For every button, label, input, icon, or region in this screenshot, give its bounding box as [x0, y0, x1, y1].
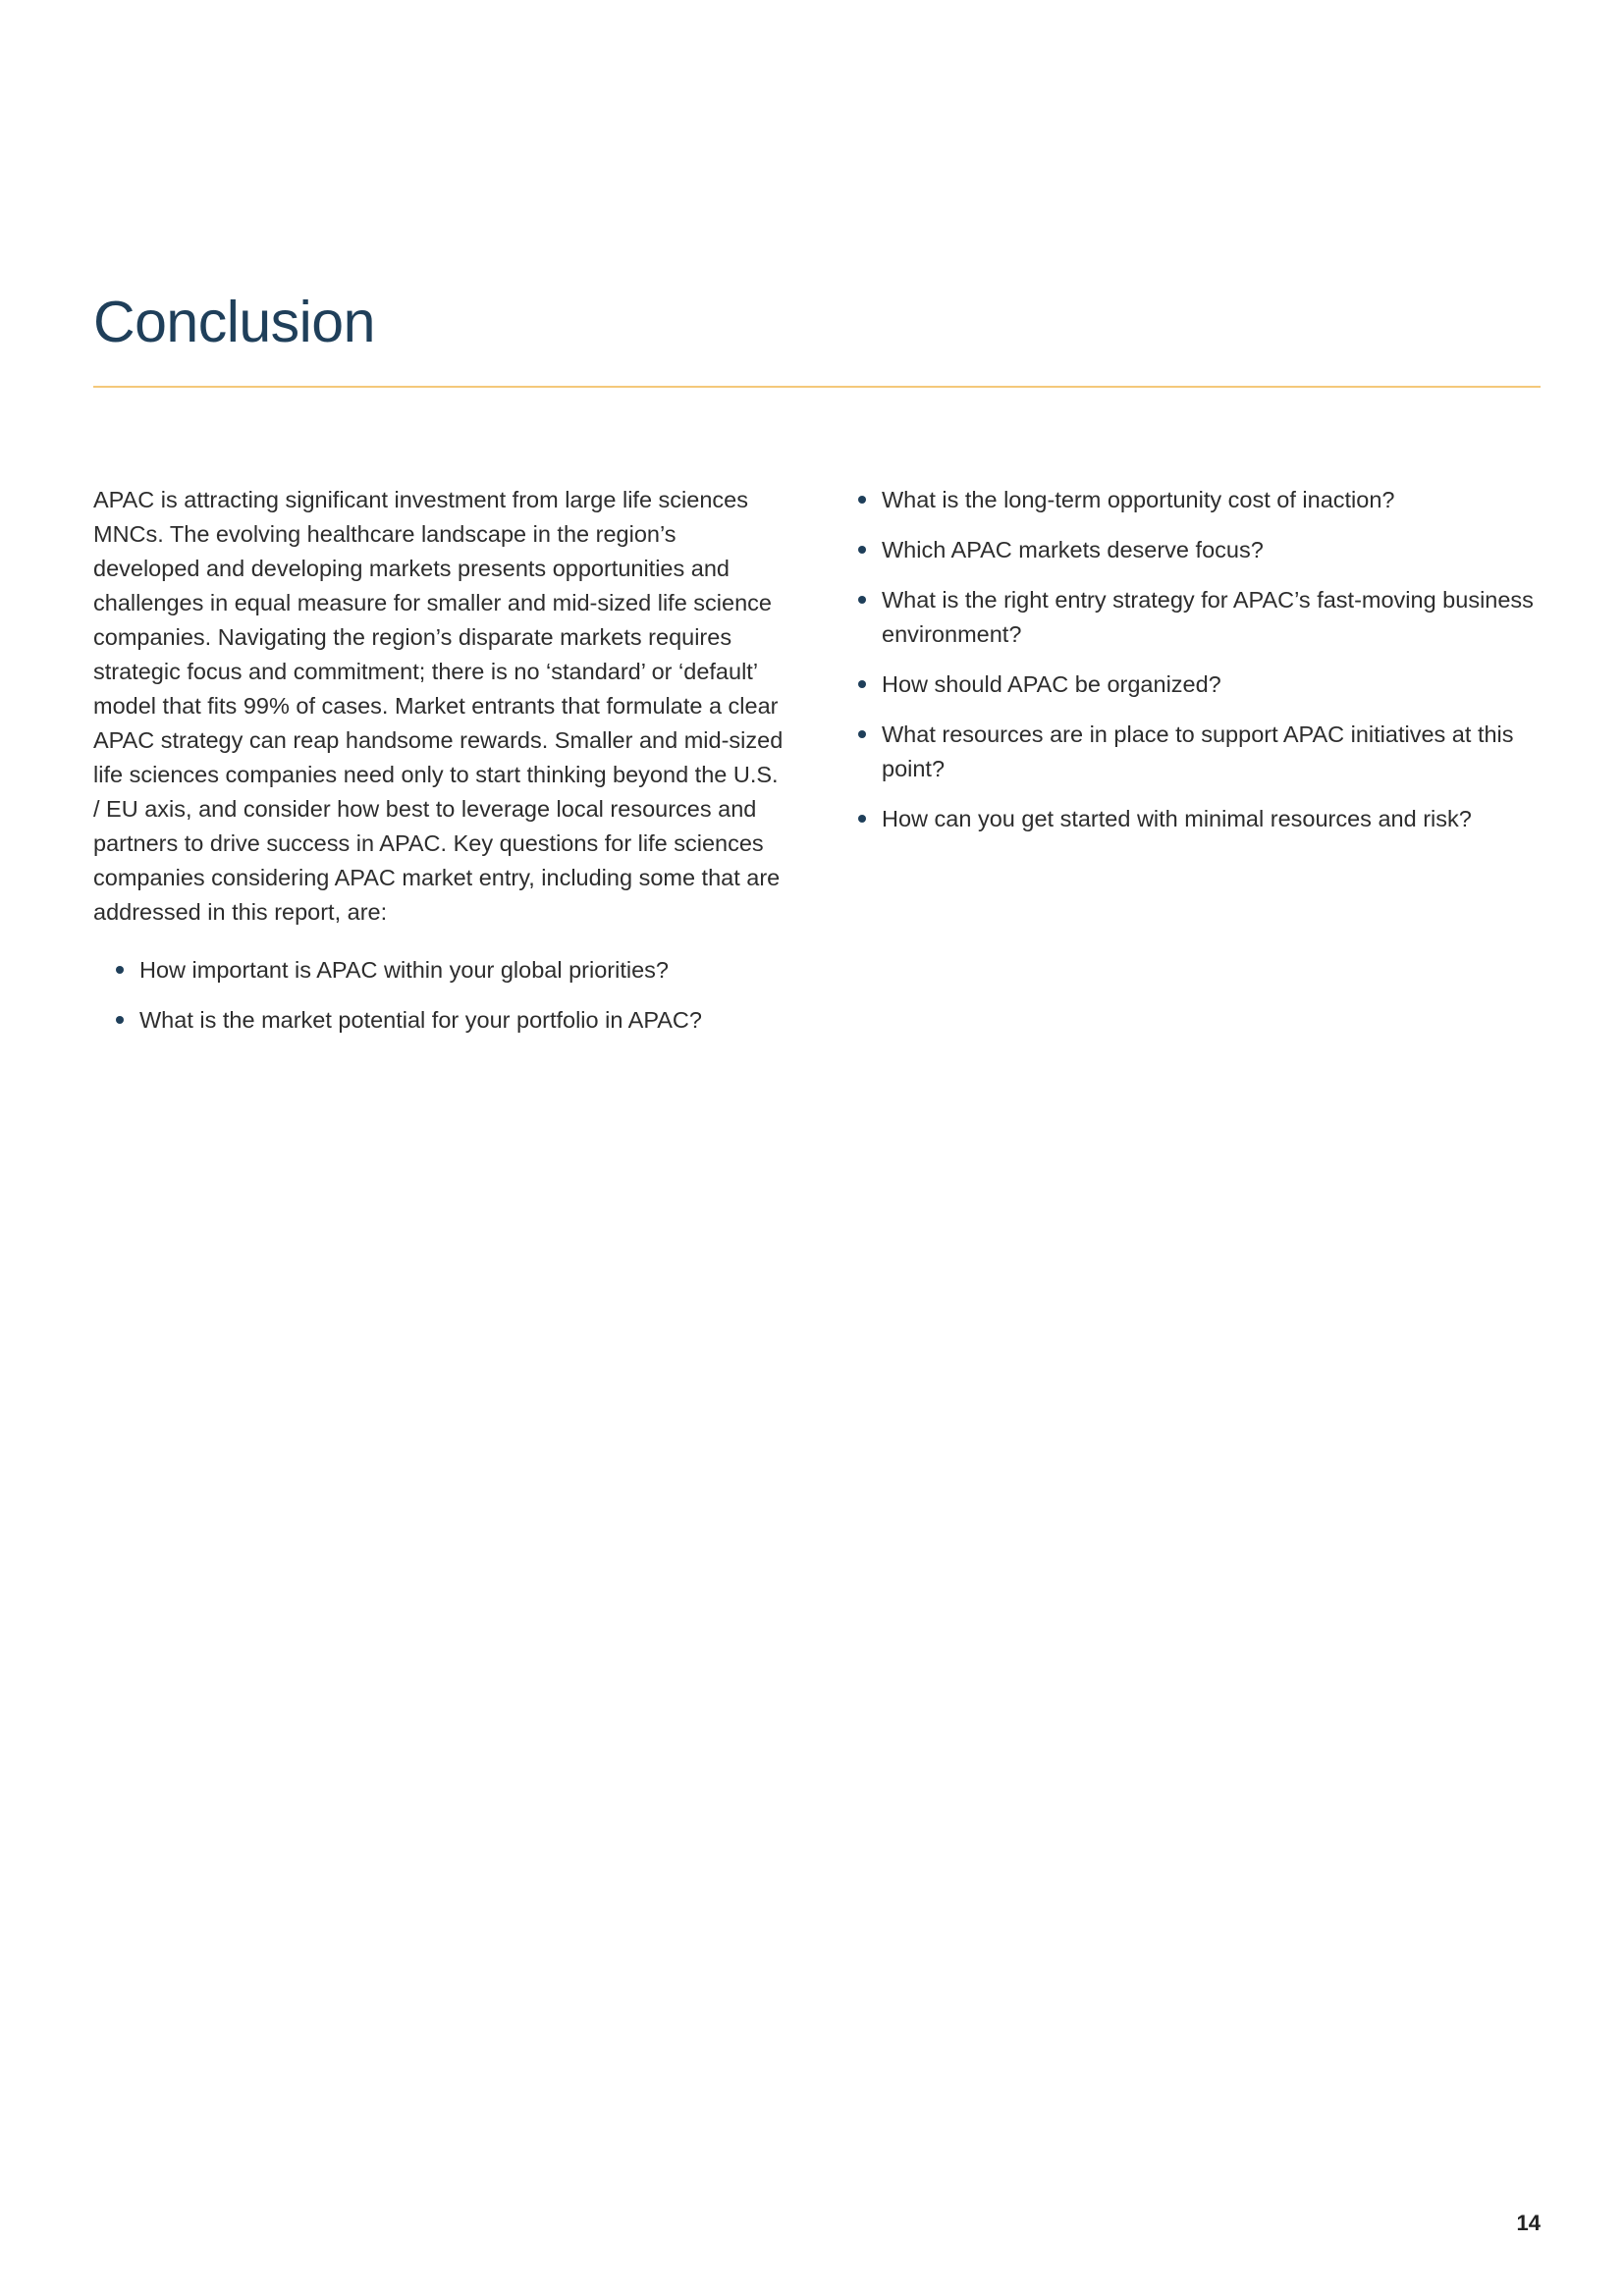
bullet-icon	[858, 680, 866, 688]
list-item-text: What resources are in place to support APAC initiatives at this point?	[882, 721, 1514, 781]
left-column	[93, 483, 786, 1053]
intro-paragraph: APAC is attracting significant investment from large life sciences MNCs. The evolving healthcare landscape in the region’s developed and developing markets presents opportunities and challenges in equal measure for smaller and mid-sized life science companies. Navigating the region’s disparate markets requires strategic focus and commitment; there is no ‘standard’ or ‘default’ model that fits 99% of cases. Market entrants that formulate a clear APAC strategy can reap handsome rewards. Smaller and mid-sized life sciences companies need only to start thinking beyond the U.S. / EU axis, and consider how best to leverage local resources and partners to drive success in APAC. Key questions for life sciences companies considering APAC market entry, including some that are addressed in this report, are:	[93, 487, 784, 925]
title-divider	[93, 386, 1541, 388]
bullet-icon	[858, 730, 866, 738]
list-item-text: How should APAC be organized?	[882, 671, 1221, 697]
right-column	[858, 483, 1545, 852]
list-item-text: What is the right entry strategy for APAC’s fast-moving business environment?	[882, 587, 1534, 647]
page-number: 14	[1516, 2211, 1541, 2235]
list-item	[116, 953, 786, 988]
page-title: Conclusion	[93, 290, 375, 354]
list-item-text: What is the long-term opportunity cost of inaction?	[882, 487, 1395, 512]
bullet-icon	[858, 546, 866, 554]
list-item-text: Which APAC markets deserve focus?	[882, 537, 1264, 562]
right-question-list	[858, 483, 1545, 836]
list-item	[858, 802, 1545, 836]
list-item	[858, 533, 1545, 567]
bullet-icon	[858, 815, 866, 823]
list-item	[858, 583, 1545, 652]
list-item	[116, 1003, 786, 1038]
bullet-icon	[858, 596, 866, 604]
left-question-list	[93, 953, 786, 1038]
list-item-text: How important is APAC within your global priorities?	[139, 957, 669, 983]
list-item-text: How can you get started with minimal resources and risk?	[882, 806, 1472, 831]
list-item	[858, 483, 1545, 517]
bullet-icon	[116, 1016, 124, 1024]
list-item	[858, 718, 1545, 786]
list-item-text: What is the market potential for your portfolio in APAC?	[139, 1007, 702, 1033]
bullet-icon	[858, 496, 866, 504]
bullet-icon	[116, 966, 124, 974]
list-item	[858, 667, 1545, 702]
